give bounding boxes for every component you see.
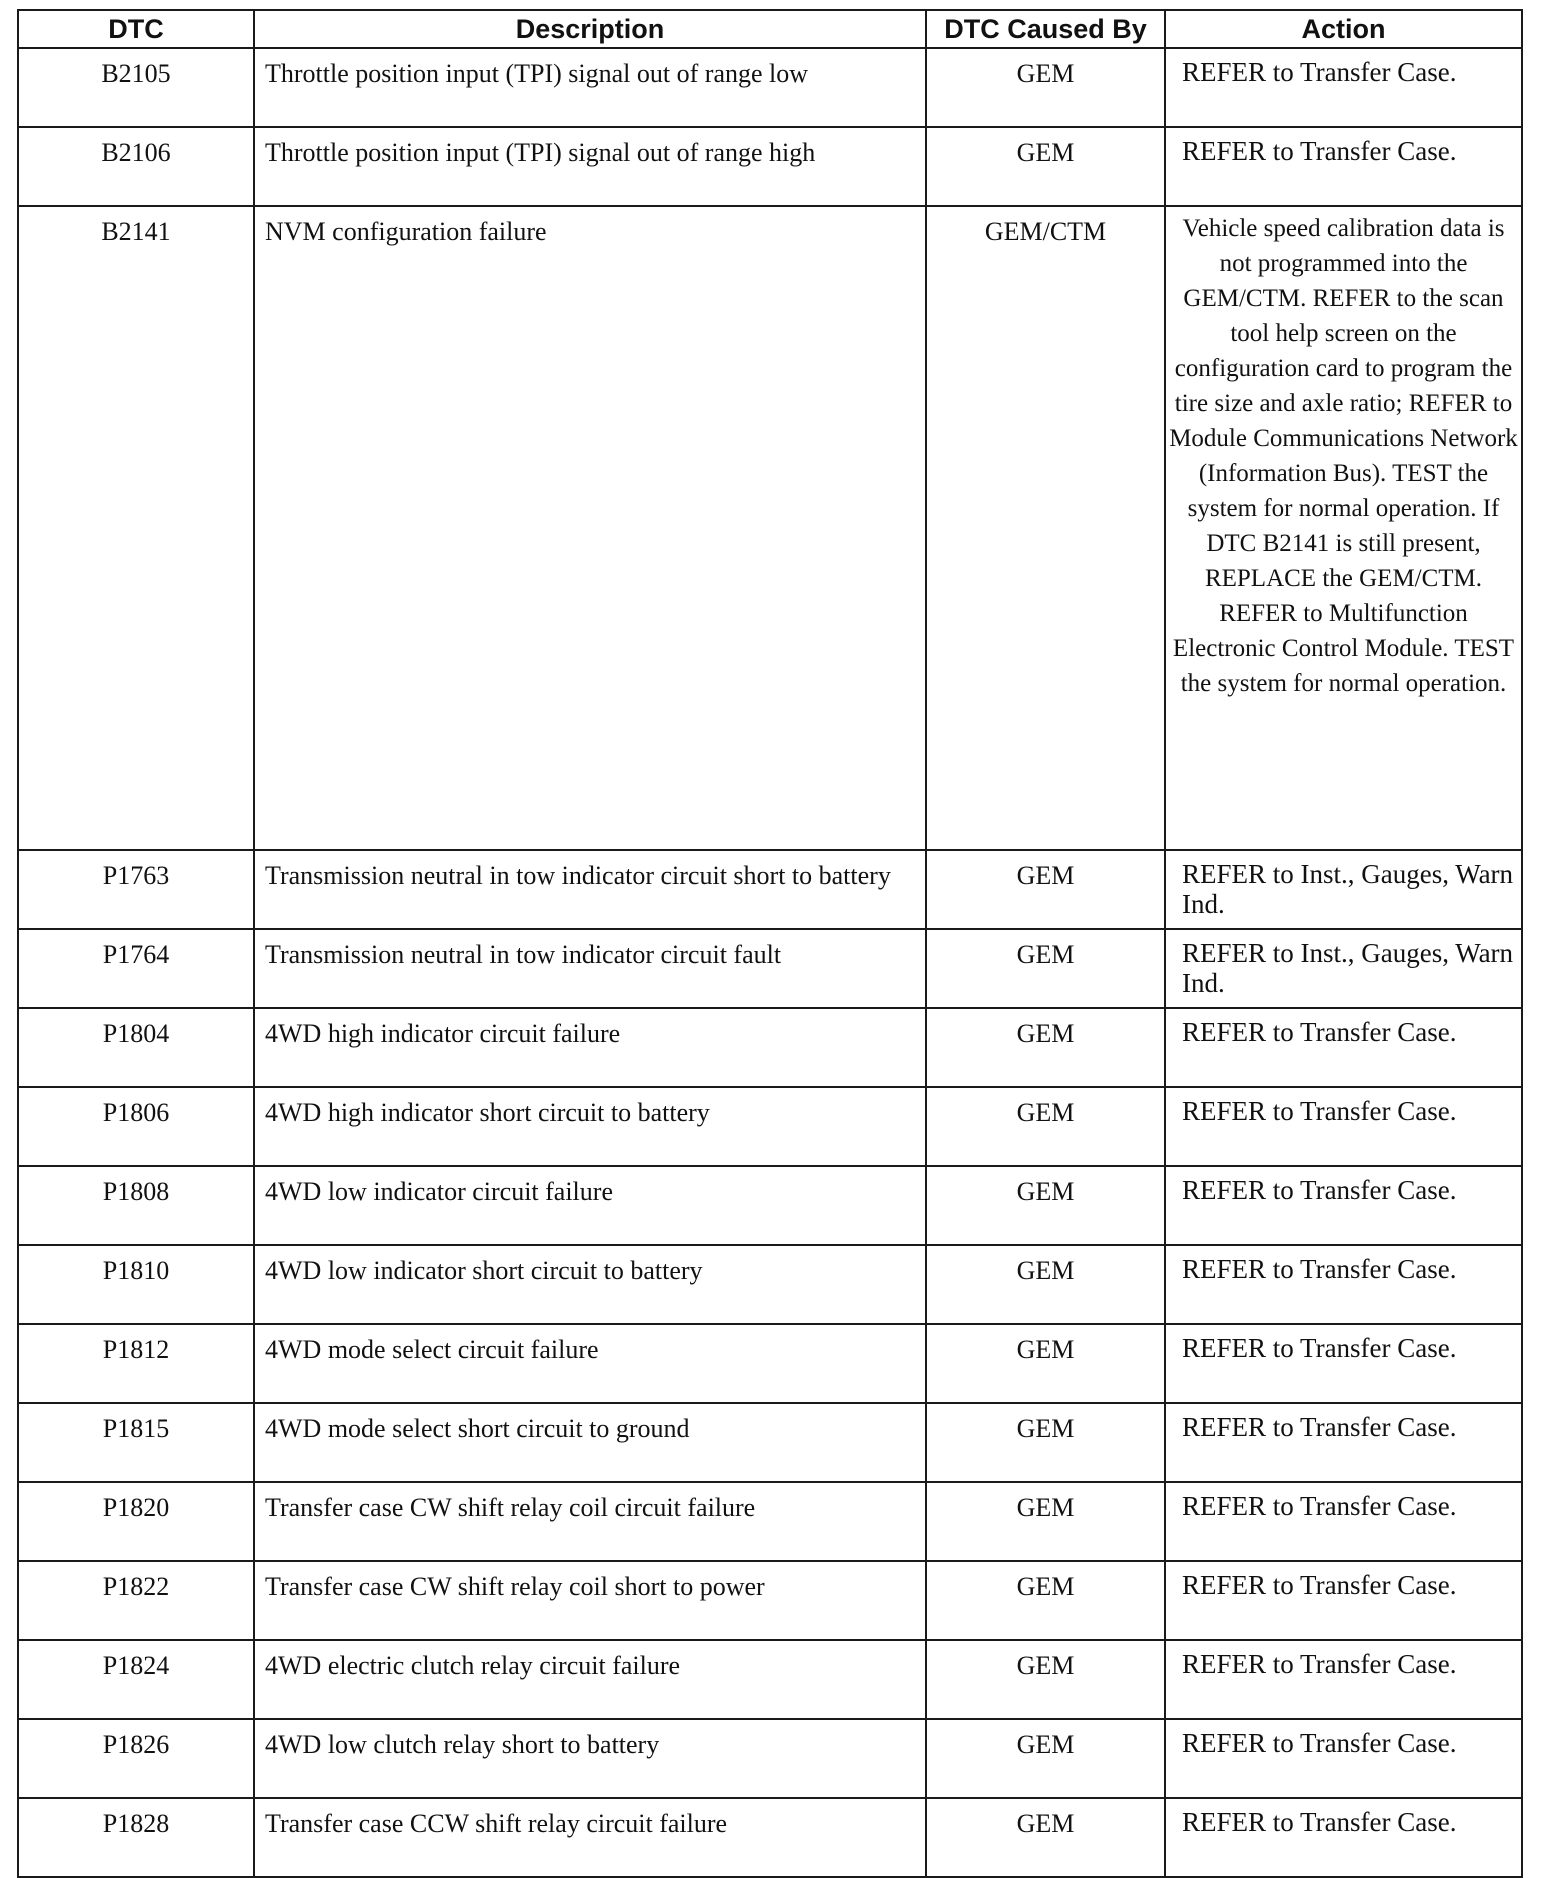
dtc-code: P1812 (18, 1324, 254, 1403)
dtc-caused-by: GEM (926, 1324, 1165, 1403)
dtc-caused-by: GEM (926, 850, 1165, 929)
dtc-caused-by: GEM (926, 1166, 1165, 1245)
dtc-action: REFER to Transfer Case. (1165, 1719, 1522, 1798)
dtc-caused-by: GEM (926, 1008, 1165, 1087)
dtc-code: P1804 (18, 1008, 254, 1087)
table-row (18, 850, 1522, 929)
table-row (18, 1166, 1522, 1245)
header-description: Description (254, 10, 926, 48)
dtc-caused-by: GEM (926, 1087, 1165, 1166)
dtc-code: P1824 (18, 1640, 254, 1719)
dtc-table (17, 9, 1523, 1878)
table-row (18, 1640, 1522, 1719)
dtc-action: REFER to Transfer Case. (1165, 1798, 1522, 1877)
dtc-code: P1764 (18, 929, 254, 1008)
table-row (18, 1245, 1522, 1324)
table-row (18, 929, 1522, 1008)
dtc-description: 4WD low indicator circuit failure (254, 1166, 926, 1245)
dtc-action: REFER to Transfer Case. (1165, 1324, 1522, 1403)
dtc-caused-by: GEM (926, 1403, 1165, 1482)
dtc-code: P1808 (18, 1166, 254, 1245)
dtc-code: B2105 (18, 48, 254, 127)
header-row (18, 10, 1522, 48)
dtc-action: REFER to Transfer Case. (1165, 48, 1522, 127)
dtc-description: 4WD low clutch relay short to battery (254, 1719, 926, 1798)
dtc-action: REFER to Transfer Case. (1165, 1087, 1522, 1166)
dtc-caused-by: GEM (926, 1245, 1165, 1324)
dtc-caused-by: GEM (926, 1482, 1165, 1561)
header-action: Action (1165, 10, 1522, 48)
dtc-description: 4WD high indicator circuit failure (254, 1008, 926, 1087)
dtc-action: REFER to Inst., Gauges, Warn Ind. (1165, 929, 1522, 1008)
dtc-description: 4WD electric clutch relay circuit failure (254, 1640, 926, 1719)
dtc-action: REFER to Transfer Case. (1165, 127, 1522, 206)
dtc-code: P1822 (18, 1561, 254, 1640)
table-row (18, 1561, 1522, 1640)
dtc-action: REFER to Transfer Case. (1165, 1403, 1522, 1482)
dtc-code: B2106 (18, 127, 254, 206)
dtc-action: Vehicle speed calibration data is not programmed into the GEM/CTM. REFER to the scan tool help screen on the configuration card to program the tire size and axle ratio; REFER to Module Communications Network (Information Bus). TEST the system for normal operation. If DTC B2141 is still present, REPLACE the GEM/CTM. REFER to Multifunction Electronic Control Module. TEST the system for normal operation. (1165, 206, 1522, 850)
table-row (18, 1719, 1522, 1798)
dtc-description: NVM configuration failure (254, 206, 926, 850)
dtc-action: REFER to Inst., Gauges, Warn Ind. (1165, 850, 1522, 929)
table-row (18, 1798, 1522, 1877)
dtc-description: Throttle position input (TPI) signal out of range low (254, 48, 926, 127)
dtc-code: B2141 (18, 206, 254, 850)
dtc-code: P1820 (18, 1482, 254, 1561)
dtc-description: Transmission neutral in tow indicator circuit fault (254, 929, 926, 1008)
dtc-caused-by: GEM (926, 1561, 1165, 1640)
dtc-caused-by: GEM (926, 1719, 1165, 1798)
dtc-code: P1815 (18, 1403, 254, 1482)
dtc-code: P1806 (18, 1087, 254, 1166)
dtc-action: REFER to Transfer Case. (1165, 1640, 1522, 1719)
dtc-caused-by: GEM/CTM (926, 206, 1165, 850)
dtc-action: REFER to Transfer Case. (1165, 1561, 1522, 1640)
dtc-code: P1828 (18, 1798, 254, 1877)
dtc-action: REFER to Transfer Case. (1165, 1482, 1522, 1561)
dtc-caused-by: GEM (926, 1640, 1165, 1719)
dtc-description: Transfer case CW shift relay coil short to power (254, 1561, 926, 1640)
table-row (18, 1482, 1522, 1561)
dtc-code: P1763 (18, 850, 254, 929)
dtc-description: 4WD high indicator short circuit to battery (254, 1087, 926, 1166)
dtc-code: P1810 (18, 1245, 254, 1324)
header-dtc: DTC (18, 10, 254, 48)
dtc-description: 4WD mode select short circuit to ground (254, 1403, 926, 1482)
dtc-description: 4WD low indicator short circuit to battery (254, 1245, 926, 1324)
table-row (18, 1324, 1522, 1403)
dtc-description: 4WD mode select circuit failure (254, 1324, 926, 1403)
dtc-action: REFER to Transfer Case. (1165, 1245, 1522, 1324)
dtc-caused-by: GEM (926, 127, 1165, 206)
dtc-caused-by: GEM (926, 1798, 1165, 1877)
table-row (18, 48, 1522, 127)
table-row (18, 206, 1522, 850)
dtc-description: Transfer case CW shift relay coil circuit failure (254, 1482, 926, 1561)
header-caused-by: DTC Caused By (926, 10, 1165, 48)
dtc-caused-by: GEM (926, 48, 1165, 127)
table-row (18, 127, 1522, 206)
table-row (18, 1403, 1522, 1482)
dtc-action: REFER to Transfer Case. (1165, 1008, 1522, 1087)
dtc-description: Throttle position input (TPI) signal out of range high (254, 127, 926, 206)
table-row (18, 1087, 1522, 1166)
dtc-code: P1826 (18, 1719, 254, 1798)
dtc-action: REFER to Transfer Case. (1165, 1166, 1522, 1245)
dtc-description: Transmission neutral in tow indicator circuit short to battery (254, 850, 926, 929)
table-row (18, 1008, 1522, 1087)
dtc-caused-by: GEM (926, 929, 1165, 1008)
dtc-description: Transfer case CCW shift relay circuit failure (254, 1798, 926, 1877)
